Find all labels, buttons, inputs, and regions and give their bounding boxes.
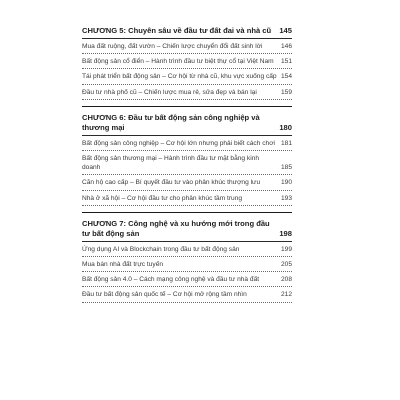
entry-page-number: 151 [280,58,292,66]
entry-page-number: 205 [280,261,292,269]
chapter-title: CHƯƠNG 5: Chuyên sâu về đầu tư đất đai và nhà cũ [82,26,272,35]
entry-page-number: 154 [280,73,292,81]
entry-page-number: 208 [280,276,292,284]
entry-title: Đầu tư nhà phố cũ – Chiến lược mua rẻ, sửa đẹp và bán lại [82,88,257,96]
chapter-heading [82,113,292,136]
chapter-page-number: 180 [279,122,292,132]
toc-entry [82,39,292,54]
entry-page-number: 193 [280,194,292,202]
entry-page-number: 212 [280,291,292,299]
entry-title: Bất động sản thương mại – Hành trình đầu tư mặt bằng kinh doanh [82,155,260,172]
toc-entry [82,191,292,206]
entry-title: Ứng dụng AI và Blockchain trong đầu tư bất động sản [82,245,240,253]
entry-title: Bất động sản công nghiệp – Cơ hội lớn nhưng phải biết cách chơi [82,139,275,147]
entry-page-number: 159 [280,88,292,96]
toc-entry [82,69,292,84]
entry-page-number: 185 [280,164,292,172]
table-of-contents [82,26,292,303]
entry-page-number: 199 [280,245,292,253]
section-divider [82,212,292,213]
entry-page-number: 190 [280,179,292,187]
chapter-title: CHƯƠNG 7: Công nghệ và xu hướng mới trong đầu tư bất động sản [82,218,270,238]
chapter-page-number: 145 [279,26,292,35]
entry-page-number: 181 [280,139,292,147]
entry-title: Căn hộ cao cấp – Bí quyết đầu tư vào phân khúc thượng lưu [82,179,261,187]
toc-entry [82,54,292,69]
chapter-heading [82,26,292,39]
entry-title: Mua bán nhà đất trực tuyến [82,261,164,269]
chapter-page-number: 198 [279,228,292,238]
entry-title: Bất động sản cổ điển – Hành trình đầu tư biệt thự cổ tại Việt Nam [82,58,274,66]
entry-title: Mua đất ruộng, đất vườn – Chiến lược chuyển đổi đất sinh lời [82,43,263,50]
chapter-heading [82,219,292,242]
toc-entry [82,175,292,190]
section-divider [82,106,292,107]
chapter-title: CHƯƠNG 6: Đầu tư bất động sản công nghiệp và thương mại [82,112,260,132]
toc-entry [82,242,292,257]
toc-entry [82,257,292,272]
entry-title: Nhà ở xã hội – Cơ hội đầu tư cho phân khúc tầm trung [82,194,243,202]
toc-entry [82,85,292,100]
toc-entry [82,136,292,151]
toc-entry [82,272,292,287]
entry-title: Đầu tư bất động sản quốc tế – Cơ hội mở rộng tầm nhìn [82,291,247,299]
entry-title: Bất động sản 4.0 – Cách mạng công nghệ và đầu tư nhà đất [82,276,260,284]
toc-entry [82,151,292,175]
entry-title: Tái phát triển bất động sản – Cơ hội từ nhà cũ, khu vực xuống cấp [82,73,277,81]
toc-entry [82,287,292,302]
entry-page-number: 146 [280,43,292,50]
